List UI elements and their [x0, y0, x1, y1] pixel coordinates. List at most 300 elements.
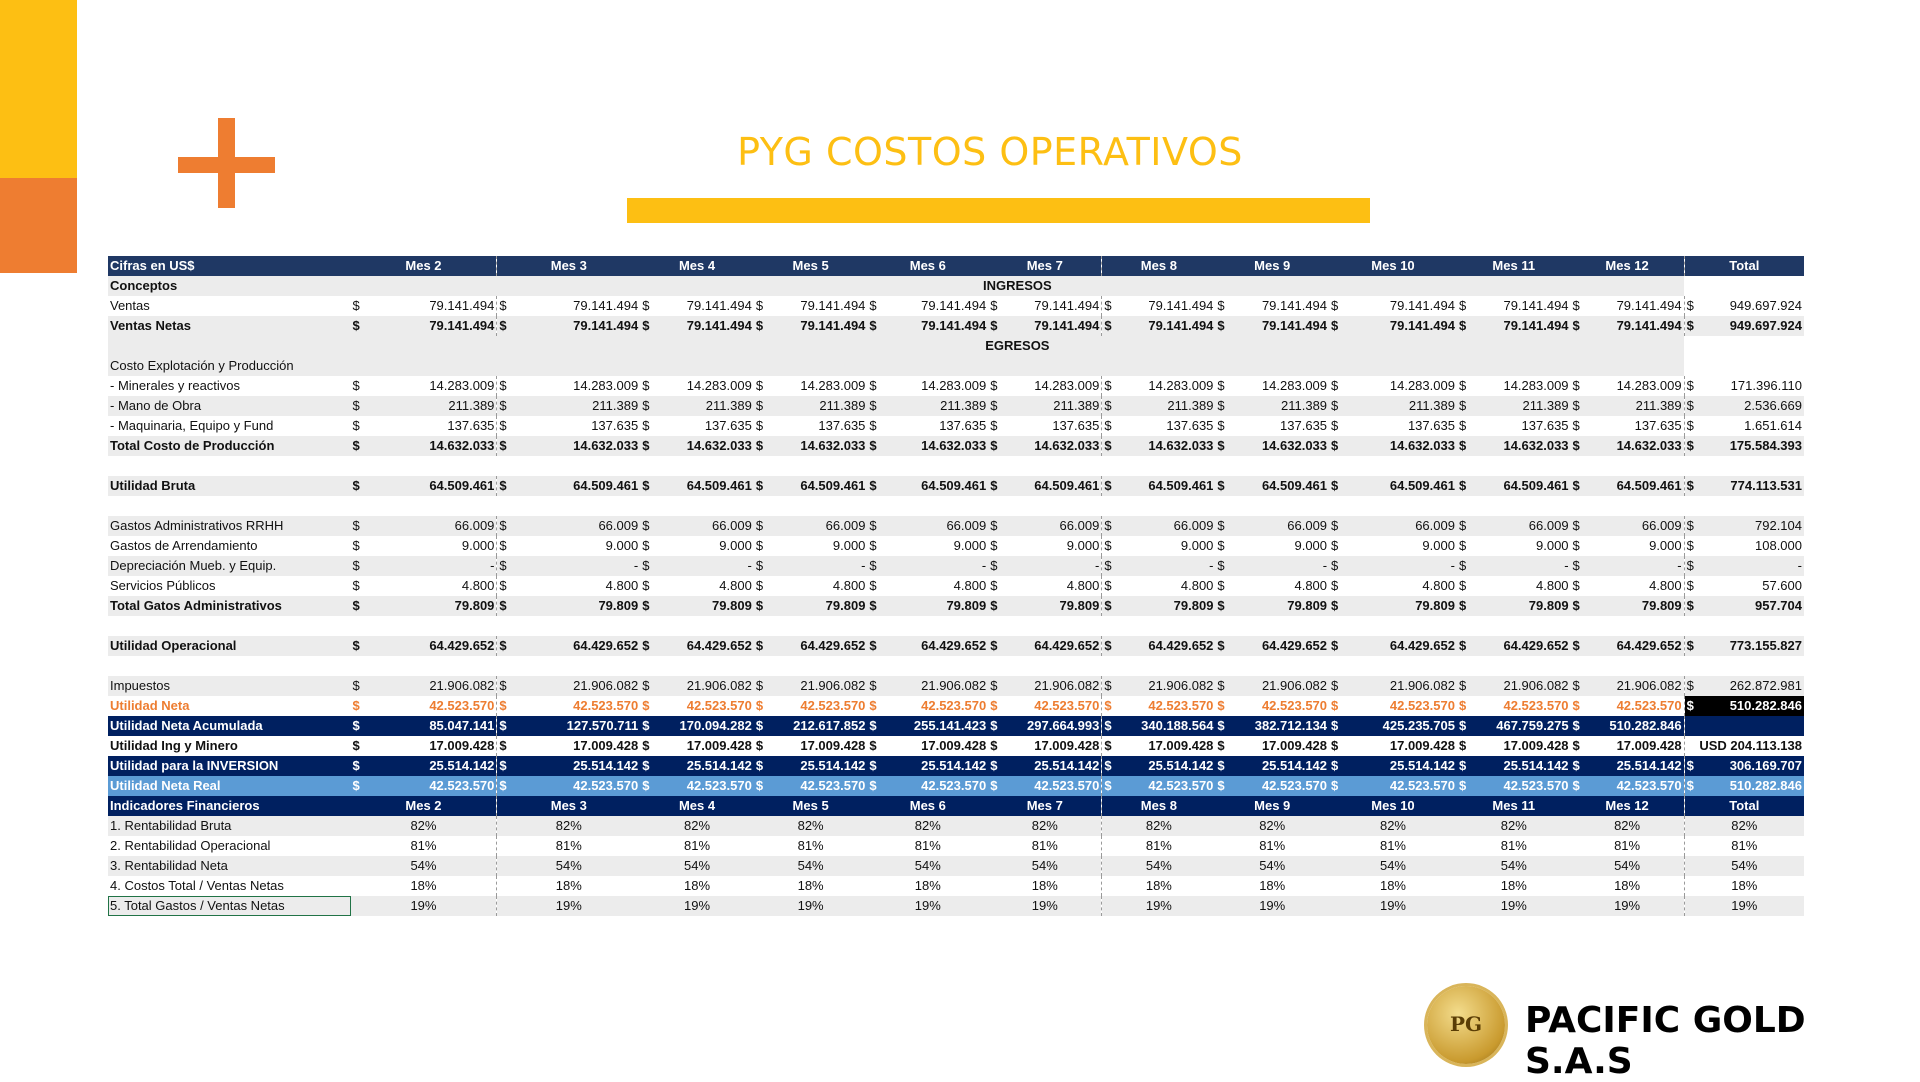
currency-symbol: $ [1684, 576, 1702, 596]
currency-symbol: $ [1102, 716, 1120, 736]
total-value: 949.697.924 [1703, 296, 1804, 316]
cell-value: 66.009 [515, 516, 640, 536]
cell-value: 42.523.570 [1234, 696, 1329, 716]
cell-value: 64.509.461 [1589, 476, 1684, 496]
cell-value: 79.141.494 [1589, 316, 1684, 336]
currency-symbol: $ [1684, 556, 1702, 576]
total-value: 306.169.707 [1703, 756, 1804, 776]
currency-symbol: $ [867, 556, 885, 576]
table-row [108, 596, 1804, 616]
currency-symbol: $ [988, 676, 1006, 696]
indicator-value: 82% [1571, 816, 1685, 836]
cell-value: 17.009.428 [1007, 736, 1102, 756]
row-label: Servicios Públicos [108, 576, 351, 596]
cell-value: 79.809 [369, 596, 497, 616]
currency-symbol: $ [988, 716, 1006, 736]
month-header: Mes 2 [351, 796, 497, 816]
currency-symbol: $ [754, 776, 772, 796]
cell-value: 127.570.711 [515, 716, 640, 736]
cell-value: 14.632.033 [659, 436, 754, 456]
indicator-value: 18% [1215, 876, 1329, 896]
currency-symbol: $ [351, 556, 369, 576]
total-value: 108.000 [1703, 536, 1804, 556]
cell-value: 64.429.652 [1589, 636, 1684, 656]
cell-value: 42.523.570 [772, 696, 867, 716]
indicator-value: 81% [988, 836, 1102, 856]
cell-value: 211.389 [515, 396, 640, 416]
table-row [108, 676, 1804, 696]
cell-value: 9.000 [1007, 536, 1102, 556]
currency-symbol: $ [1329, 296, 1347, 316]
indicator-value: 18% [754, 876, 868, 896]
cell-value: 64.429.652 [1475, 636, 1570, 656]
indicator-label[interactable]: 5. Total Gastos / Ventas Netas [108, 896, 351, 916]
currency-symbol: $ [1571, 576, 1589, 596]
currency-symbol: $ [1329, 776, 1347, 796]
currency-symbol: $ [1102, 636, 1120, 656]
cell-value: 297.664.993 [1007, 716, 1102, 736]
indicator-value: 19% [640, 896, 754, 916]
currency-symbol: $ [351, 596, 369, 616]
currency-symbol: $ [988, 476, 1006, 496]
cell-value: 4.800 [1120, 576, 1215, 596]
cell-value: 14.283.009 [886, 376, 988, 396]
currency-symbol: $ [640, 556, 658, 576]
indicator-value: 18% [1571, 876, 1685, 896]
cell-value: 42.523.570 [772, 776, 867, 796]
currency-symbol: $ [351, 316, 369, 336]
currency-symbol: $ [1215, 596, 1233, 616]
cell-value: 211.389 [1007, 396, 1102, 416]
cell-value: 42.523.570 [659, 776, 754, 796]
indicator-value: 82% [1329, 816, 1457, 836]
cell-value: 79.141.494 [1475, 296, 1570, 316]
cell-value: 212.617.852 [772, 716, 867, 736]
currency-symbol: $ [1329, 396, 1347, 416]
section-row [108, 276, 1804, 296]
cell-value: 14.632.033 [1475, 436, 1570, 456]
indicator-value: 54% [1215, 856, 1329, 876]
currency-symbol: $ [988, 636, 1006, 656]
cell-value: 79.141.494 [1234, 316, 1329, 336]
cell-value: 9.000 [1347, 536, 1457, 556]
table-row [108, 416, 1804, 436]
currency-symbol: $ [1571, 676, 1589, 696]
currency-symbol: $ [1329, 736, 1347, 756]
cell-value: 137.635 [886, 416, 988, 436]
cell-value: 170.094.282 [659, 716, 754, 736]
currency-symbol: $ [1329, 476, 1347, 496]
currency-symbol: $ [754, 436, 772, 456]
cell-value: 25.514.142 [1234, 756, 1329, 776]
currency-symbol: $ [754, 576, 772, 596]
total-value: 510.282.846 [1703, 696, 1804, 716]
currency-symbol: $ [754, 316, 772, 336]
cell-value: 211.389 [886, 396, 988, 416]
currency-symbol: $ [1684, 776, 1702, 796]
currency-symbol: $ [1215, 756, 1233, 776]
currency-symbol: $ [1215, 696, 1233, 716]
currency-symbol: $ [1329, 696, 1347, 716]
row-label: - Minerales y reactivos [108, 376, 351, 396]
currency-symbol: $ [1329, 576, 1347, 596]
cell-value: 79.809 [1120, 596, 1215, 616]
cell-value: 79.809 [1234, 596, 1329, 616]
section-row [108, 336, 1804, 356]
cell-value: 64.509.461 [1347, 476, 1457, 496]
section-title: EGRESOS [351, 336, 1685, 356]
cell-value: 42.523.570 [515, 696, 640, 716]
currency-symbol: $ [351, 776, 369, 796]
currency-symbol: $ [988, 436, 1006, 456]
cell-value: 14.283.009 [1007, 376, 1102, 396]
cell-value: 17.009.428 [1120, 736, 1215, 756]
currency-symbol: $ [1571, 376, 1589, 396]
indicator-value: 19% [1215, 896, 1329, 916]
cell-value: - [1589, 556, 1684, 576]
cell-value: 25.514.142 [1347, 756, 1457, 776]
table-row [108, 496, 1804, 516]
row-label: Gastos de Arrendamiento [108, 536, 351, 556]
indicator-label: 1. Rentabilidad Bruta [108, 816, 351, 836]
cell-value: 137.635 [369, 416, 497, 436]
currency-symbol: $ [867, 716, 885, 736]
indicator-value: 54% [351, 856, 497, 876]
cell-value: 9.000 [1234, 536, 1329, 556]
currency-symbol: $ [1571, 296, 1589, 316]
indicator-value: 81% [1329, 836, 1457, 856]
currency-symbol: $ [1571, 556, 1589, 576]
currency-symbol: $ [1329, 756, 1347, 776]
currency-symbol: $ [1684, 436, 1702, 456]
currency-symbol: $ [1102, 696, 1120, 716]
cell-value: - [886, 556, 988, 576]
indicator-value: 54% [497, 856, 640, 876]
total-value: 2.536.669 [1703, 396, 1804, 416]
title-underline [627, 198, 1370, 223]
currency-symbol: $ [1102, 776, 1120, 796]
cell-value: 9.000 [1475, 536, 1570, 556]
currency-symbol: $ [754, 716, 772, 736]
currency-symbol: $ [1215, 376, 1233, 396]
indicator-total: 18% [1684, 876, 1804, 896]
currency-symbol: $ [754, 676, 772, 696]
cell-value: 14.632.033 [369, 436, 497, 456]
currency-symbol: $ [497, 516, 515, 536]
indicator-value: 81% [754, 836, 868, 856]
cell-value: 14.283.009 [515, 376, 640, 396]
currency-symbol: $ [1457, 296, 1475, 316]
currency-symbol: $ [1684, 416, 1702, 436]
month-header: Mes 9 [1215, 796, 1329, 816]
currency-symbol: $ [754, 476, 772, 496]
cell-value: 64.429.652 [659, 636, 754, 656]
indicator-value: 82% [988, 816, 1102, 836]
month-header: Mes 10 [1329, 256, 1457, 276]
month-header: Mes 5 [754, 796, 868, 816]
currency-symbol: $ [640, 596, 658, 616]
cell-value: 510.282.846 [1589, 716, 1684, 736]
cell-value: 42.523.570 [886, 696, 988, 716]
cell-value: 64.429.652 [369, 636, 497, 656]
currency-symbol: $ [1329, 416, 1347, 436]
cell-value: 66.009 [1120, 516, 1215, 536]
currency-symbol: $ [1329, 536, 1347, 556]
currency-symbol: $ [1102, 516, 1120, 536]
indicator-value: 19% [1457, 896, 1571, 916]
currency-symbol: $ [1457, 636, 1475, 656]
currency-symbol: $ [1571, 596, 1589, 616]
currency-symbol: $ [497, 536, 515, 556]
cell-value: 21.906.082 [1120, 676, 1215, 696]
cell-value: 25.514.142 [1589, 756, 1684, 776]
cell-value: 14.632.033 [1120, 436, 1215, 456]
currency-symbol: $ [640, 516, 658, 536]
cell-value: 79.141.494 [1120, 296, 1215, 316]
orange-accent-bar [0, 178, 77, 273]
currency-symbol: $ [1571, 536, 1589, 556]
cell-value: 64.509.461 [1475, 476, 1570, 496]
currency-symbol: $ [351, 396, 369, 416]
currency-symbol: $ [867, 696, 885, 716]
currency-symbol: $ [1102, 556, 1120, 576]
currency-symbol: $ [1457, 596, 1475, 616]
indicator-value: 19% [988, 896, 1102, 916]
indicator-value: 81% [640, 836, 754, 856]
row-label: Utilidad Operacional [108, 636, 351, 656]
cell-value: 9.000 [772, 536, 867, 556]
total-value: 510.282.846 [1703, 776, 1804, 796]
cell-value: 42.523.570 [1347, 696, 1457, 716]
currency-symbol: $ [867, 536, 885, 556]
cell-value: 4.800 [369, 576, 497, 596]
indicator-value: 18% [1102, 876, 1216, 896]
cell-value: 79.141.494 [515, 296, 640, 316]
cell-value: 64.509.461 [515, 476, 640, 496]
cell-value: 79.809 [659, 596, 754, 616]
currency-symbol: $ [1684, 596, 1702, 616]
currency-symbol: $ [754, 376, 772, 396]
currency-symbol: $ [1684, 296, 1702, 316]
currency-symbol: $ [351, 376, 369, 396]
currency-symbol: $ [1457, 556, 1475, 576]
cell-value: 79.141.494 [515, 316, 640, 336]
cell-value: 79.141.494 [1234, 296, 1329, 316]
cell-value: - [1347, 556, 1457, 576]
currency-symbol: $ [1329, 636, 1347, 656]
cell-value: 79.141.494 [1007, 296, 1102, 316]
cell-value: 9.000 [886, 536, 988, 556]
row-label [108, 656, 351, 676]
currency-symbol: $ [1571, 396, 1589, 416]
currency-symbol: $ [1457, 376, 1475, 396]
cell-value: 14.283.009 [1475, 376, 1570, 396]
cell-value: 21.906.082 [369, 676, 497, 696]
indicator-value: 19% [497, 896, 640, 916]
currency-symbol: $ [1329, 516, 1347, 536]
row-label: - Mano de Obra [108, 396, 351, 416]
currency-symbol: $ [1571, 476, 1589, 496]
table-row [108, 376, 1804, 396]
currency-symbol: $ [1102, 436, 1120, 456]
indicator-value: 18% [1329, 876, 1457, 896]
currency-symbol: $ [867, 676, 885, 696]
indicator-value: 54% [1571, 856, 1685, 876]
cell-value: 4.800 [1234, 576, 1329, 596]
cell-value: 17.009.428 [659, 736, 754, 756]
currency-symbol: $ [1329, 436, 1347, 456]
currency-symbol: $ [1457, 416, 1475, 436]
currency-symbol: $ [640, 716, 658, 736]
cell-value: 25.514.142 [1475, 756, 1570, 776]
indicator-value: 54% [867, 856, 988, 876]
currency-symbol: $ [988, 376, 1006, 396]
cell-value: 9.000 [369, 536, 497, 556]
currency-symbol: $ [1215, 536, 1233, 556]
cell-value: 79.141.494 [659, 296, 754, 316]
cell-value: 137.635 [1589, 416, 1684, 436]
currency-symbol: $ [867, 576, 885, 596]
cell-value: 64.429.652 [515, 636, 640, 656]
cell-value: 64.509.461 [659, 476, 754, 496]
currency-symbol: $ [1329, 316, 1347, 336]
currency-symbol: $ [867, 396, 885, 416]
currency-symbol: $ [1571, 416, 1589, 436]
total-empty [1684, 716, 1804, 736]
currency-symbol: $ [867, 776, 885, 796]
cell-value: 25.514.142 [515, 756, 640, 776]
total-value: 171.396.110 [1703, 376, 1804, 396]
indicators-label: Indicadores Financieros [108, 796, 351, 816]
indicator-value: 54% [1329, 856, 1457, 876]
currency-symbol: $ [754, 296, 772, 316]
total-value: 773.155.827 [1703, 636, 1804, 656]
currency-symbol: $ [497, 376, 515, 396]
indicator-row [108, 856, 1804, 876]
cell-value: 66.009 [369, 516, 497, 536]
total-value: 1.651.614 [1703, 416, 1804, 436]
cell-value: 382.712.134 [1234, 716, 1329, 736]
currency-symbol: $ [1684, 536, 1702, 556]
indicator-value: 81% [1102, 836, 1216, 856]
cell-value: 79.141.494 [1589, 296, 1684, 316]
currency-symbol: $ [497, 476, 515, 496]
indicator-value: 19% [1329, 896, 1457, 916]
indicator-value: 82% [1215, 816, 1329, 836]
total-value: - [1703, 556, 1804, 576]
indicator-value: 81% [1215, 836, 1329, 856]
currency-symbol: $ [640, 376, 658, 396]
cell-value: 9.000 [1120, 536, 1215, 556]
month-header: Mes 11 [1457, 796, 1571, 816]
cell-value: 14.283.009 [1589, 376, 1684, 396]
currency-symbol: $ [754, 396, 772, 416]
cell-value: 64.429.652 [772, 636, 867, 656]
currency-symbol: $ [640, 776, 658, 796]
currency-symbol: $ [988, 596, 1006, 616]
currency-symbol: $ [351, 436, 369, 456]
cell-value: 14.632.033 [1347, 436, 1457, 456]
indicator-value: 82% [1102, 816, 1216, 836]
cell-value: 17.009.428 [369, 736, 497, 756]
currency-symbol: $ [1215, 776, 1233, 796]
cell-value: 79.141.494 [1347, 296, 1457, 316]
currency-symbol: $ [1102, 376, 1120, 396]
currency-symbol: $ [497, 416, 515, 436]
cell-value: 79.809 [1347, 596, 1457, 616]
cell-value: 79.809 [886, 596, 988, 616]
cell-value: 66.009 [1475, 516, 1570, 536]
cell-value: 211.389 [369, 396, 497, 416]
currency-symbol: $ [867, 756, 885, 776]
table-row [108, 536, 1804, 556]
indicator-total: 81% [1684, 836, 1804, 856]
month-header: Mes 4 [640, 796, 754, 816]
currency-symbol: $ [1571, 756, 1589, 776]
indicators-header-row [108, 796, 1804, 816]
currency-symbol: $ [1215, 296, 1233, 316]
cell-value: 25.514.142 [886, 756, 988, 776]
currency-symbol: $ [640, 436, 658, 456]
currency-symbol: $ [640, 756, 658, 776]
cell-value: 42.523.570 [1120, 776, 1215, 796]
table-row [108, 756, 1804, 776]
indicator-row [108, 816, 1804, 836]
row-label: Depreciación Mueb. y Equip. [108, 556, 351, 576]
cell-value: 64.509.461 [772, 476, 867, 496]
indicator-total: 54% [1684, 856, 1804, 876]
currency-symbol: $ [754, 696, 772, 716]
total-value: 792.104 [1703, 516, 1804, 536]
currency-symbol: $ [351, 516, 369, 536]
currency-symbol: $ [988, 576, 1006, 596]
cell-value: 79.141.494 [659, 316, 754, 336]
currency-symbol: $ [1215, 676, 1233, 696]
currency-symbol: $ [1571, 736, 1589, 756]
total-value: 175.584.393 [1703, 436, 1804, 456]
indicator-value: 82% [497, 816, 640, 836]
currency-symbol: $ [1457, 736, 1475, 756]
currency-symbol: $ [1102, 316, 1120, 336]
cell-value: 4.800 [1007, 576, 1102, 596]
currency-symbol: $ [497, 676, 515, 696]
indicator-value: 18% [1457, 876, 1571, 896]
cell-value: 25.514.142 [1120, 756, 1215, 776]
section-label: Conceptos [108, 276, 351, 296]
currency-symbol: $ [1215, 396, 1233, 416]
month-header: Mes 5 [754, 256, 868, 276]
row-label: Ventas Netas [108, 316, 351, 336]
currency-symbol: $ [988, 396, 1006, 416]
currency-symbol: $ [867, 736, 885, 756]
indicator-value: 54% [754, 856, 868, 876]
currency-symbol: $ [867, 476, 885, 496]
currency-symbol: $ [640, 736, 658, 756]
currency-symbol: $ [497, 576, 515, 596]
indicator-value: 18% [988, 876, 1102, 896]
cell-value: 14.283.009 [772, 376, 867, 396]
cell-value: 21.906.082 [1589, 676, 1684, 696]
currency-symbol: $ [351, 756, 369, 776]
indicator-row [108, 836, 1804, 856]
currency-symbol: $ [1571, 436, 1589, 456]
currency-symbol: $ [1215, 736, 1233, 756]
total-value: 774.113.531 [1703, 476, 1804, 496]
table-row [108, 656, 1804, 676]
month-header: Mes 9 [1215, 256, 1329, 276]
cell-value: 14.283.009 [1120, 376, 1215, 396]
cell-value: 64.429.652 [1234, 636, 1329, 656]
